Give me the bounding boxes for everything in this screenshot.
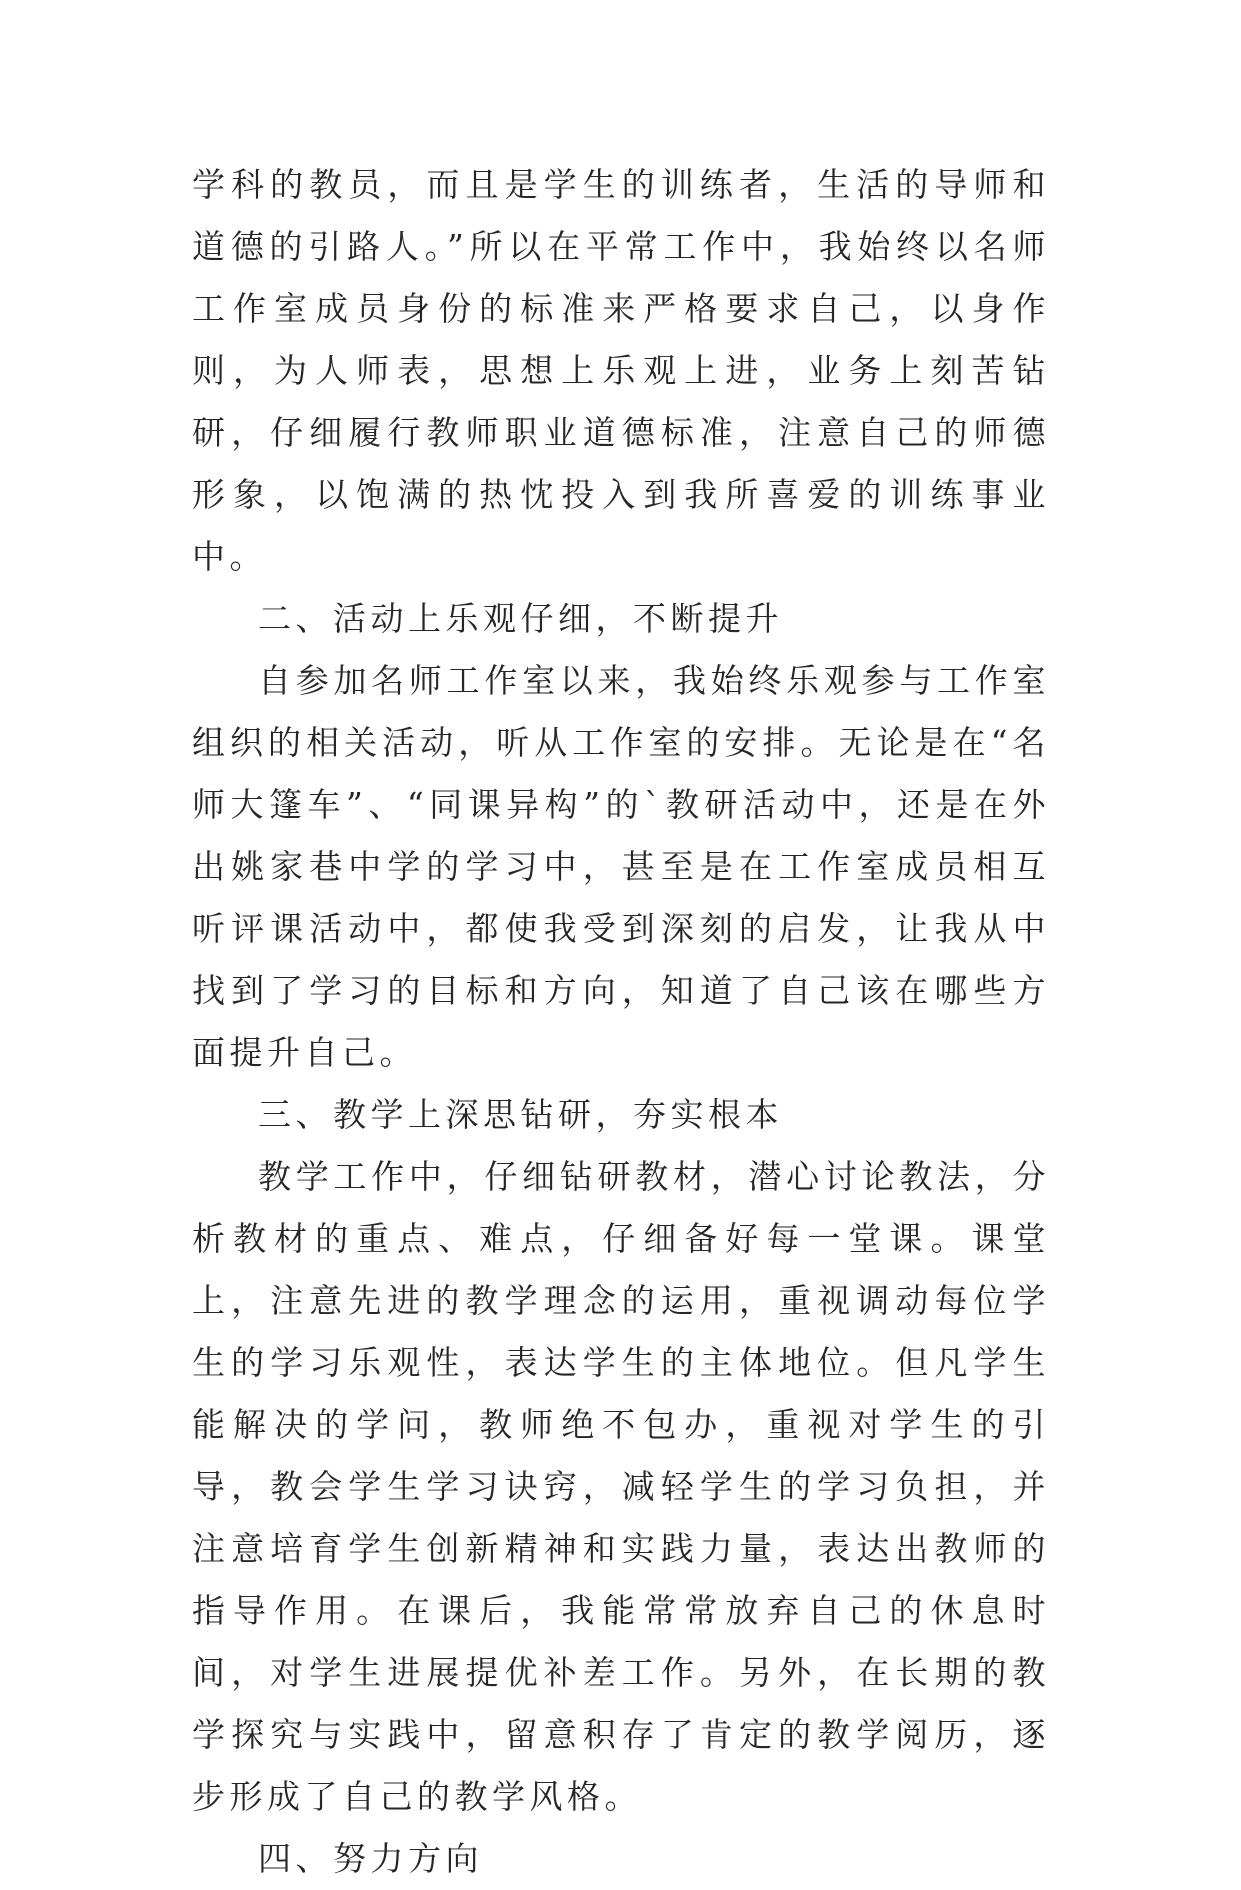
- section-heading-4: 四、努力方向: [258, 1839, 483, 1878]
- paragraph-activities: 自参加名师工作室以来，我始终乐观参与工作室组织的相关活动，听从工作室的安排。无论是在“名师大篷车”、“同课异构”的`教研活动中，还是在外出姚家巷中学的学习中，甚至是在工作室成员相互听评课活动中，都使我受到深刻的启发，让我从中找到了学习的目标和方向，知道了自己该在哪些方面提升自己。: [192, 661, 1050, 1072]
- paragraph-teaching: 教学工作中，仔细钻研教材，潜心讨论教法，分析教材的重点、难点，仔细备好每一堂课。课堂上，注意先进的教学理念的运用，重视调动每位学生的学习乐观性，表达学生的主体地位。但凡学生能解决的学问，教师绝不包办，重视对学生的引导，教会学生学习诀窍，减轻学生的学习负担，并注意培育学生创新精神和实践力量，表达出教师的指导作用。在课后，我能常常放弃自己的休息时间，对学生进展提优补差工作。另外，在长期的教学探究与实践中，留意积存了肯定的教学阅历，逐步形成了自己的教学风格。: [192, 1157, 1050, 1816]
- section-heading-3: 三、教学上深思钻研，夯实根本: [258, 1095, 783, 1134]
- paragraph-continuation: 学科的教员，而且是学生的训练者，生活的导师和道德的引路人。”所以在平常工作中，我始终以名师工作室成员身份的标准来严格要求自己，以身作则，为人师表，思想上乐观上进，业务上刻苦钻研，仔细履行教师职业道德标准，注意自己的师德形象，以饱满的热忱投入到我所喜爱的训练事业中。: [192, 165, 1050, 576]
- section-heading-2: 二、活动上乐观仔细，不断提升: [258, 599, 783, 638]
- document-body: [192, 154, 1050, 1890]
